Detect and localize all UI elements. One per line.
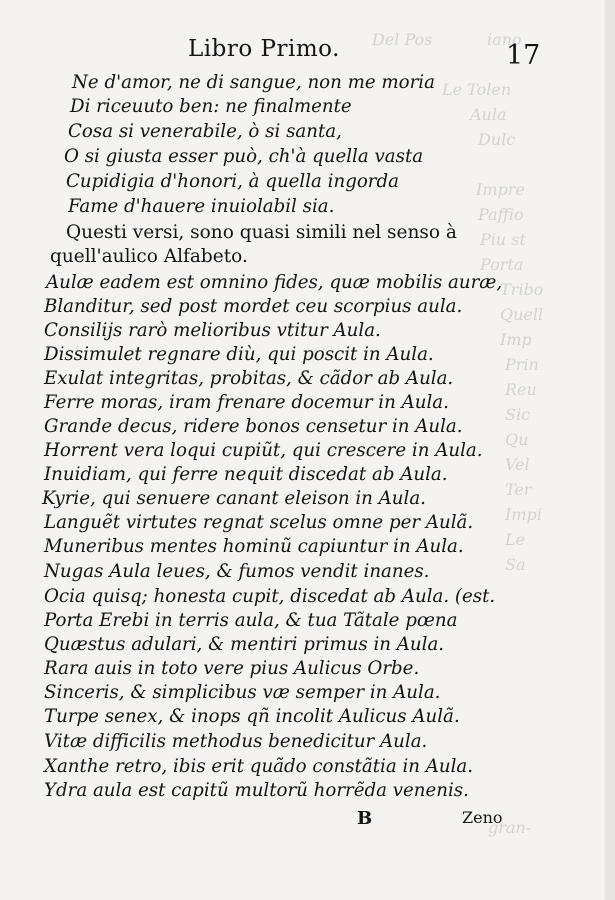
show-through-text: Del Pos bbox=[372, 30, 433, 49]
show-through-text: Vel bbox=[505, 455, 530, 474]
latin-verse-line: Blanditur, sed post mordet ceu scorpius aula. bbox=[44, 296, 463, 317]
latin-verse-line: Ocia quisq; honesta cupit, discedat ab Aula. (est. bbox=[44, 586, 496, 607]
show-through-text: Tribo bbox=[500, 280, 544, 299]
italian-verse-line: Fame d'hauere inuiolabil sia. bbox=[68, 196, 335, 217]
show-through-text: Prin bbox=[505, 355, 539, 374]
latin-verse-line: Porta Erebi in terris aula, & tua Tãtale pœna bbox=[44, 610, 458, 631]
show-through-text: Aula bbox=[470, 105, 507, 124]
show-through-text: Impre bbox=[476, 180, 525, 199]
prose-line: Questi versi, sono quasi simili nel senso à bbox=[66, 222, 457, 243]
latin-verse-line: Nugas Aula leues, & fumos vendit inanes. bbox=[44, 561, 430, 582]
show-through-text: gran- bbox=[488, 818, 532, 837]
latin-verse-line: Sinceris, & simplicibus væ semper in Aula. bbox=[44, 682, 441, 703]
italian-verse-line: Ne d'amor, ne di sangue, non me moria bbox=[72, 72, 435, 93]
show-through-text: Porta bbox=[480, 255, 524, 274]
latin-verse-line: Grande decus, ridere bonos censetur in Aula. bbox=[44, 416, 463, 437]
show-through-text: Le bbox=[505, 530, 526, 549]
show-through-text: Qu bbox=[505, 430, 529, 449]
latin-verse-line: Vitæ difficilis methodus benedicitur Aula. bbox=[44, 731, 428, 752]
italian-verse-line: Cosa si venerabile, ò si santa, bbox=[68, 121, 342, 142]
show-through-text: Sic bbox=[505, 405, 531, 424]
latin-verse-line: Rara auis in toto vere pius Aulicus Orbe. bbox=[44, 658, 420, 679]
latin-verse-line: Inuidiam, qui ferre nequit discedat ab Aula. bbox=[44, 464, 448, 485]
latin-verse-line: Horrent vera loqui cupiũt, qui crescere in Aula. bbox=[44, 440, 483, 461]
show-through-text: Impi bbox=[505, 505, 542, 524]
italian-verse-line: Di riceuuto ben: ne finalmente bbox=[70, 96, 352, 117]
latin-verse-line: Ferre moras, iram frenare docemur in Aula. bbox=[44, 392, 449, 413]
latin-verse-line: Xanthe retro, ibis erit quãdo constãtia in Aula. bbox=[44, 756, 474, 777]
latin-verse-line: Aulæ eadem est omnino fides, quæ mobilis auræ, bbox=[46, 272, 503, 293]
page-number: 17 bbox=[506, 40, 541, 71]
prose-line: quell'aulico Alfabeto. bbox=[50, 246, 248, 267]
show-through-text: Imp bbox=[500, 330, 532, 349]
latin-verse-line: Muneribus mentes hominũ capiuntur in Aula. bbox=[44, 536, 464, 557]
show-through-text: Reu bbox=[505, 380, 537, 399]
latin-verse-line: Turpe senex, & inops qñ incolit Aulicus Aulã. bbox=[44, 706, 460, 727]
running-title: Libro Primo. bbox=[188, 36, 340, 62]
show-through-text: Piu st bbox=[480, 230, 526, 249]
show-through-text: Quell bbox=[500, 305, 544, 324]
catchword: Zeno bbox=[462, 808, 503, 827]
italian-verse-line: Cupidigia d'honori, à quella ingorda bbox=[66, 171, 399, 192]
show-through-text: Ter bbox=[505, 480, 532, 499]
latin-verse-line: Exulat integritas, probitas, & cãdor ab Aula. bbox=[44, 368, 454, 389]
show-through-text: Le Tolen bbox=[442, 80, 512, 99]
latin-verse-line: Ydra aula est capitũ multorũ horrẽda venenis. bbox=[44, 780, 469, 801]
latin-verse-line: Consilijs rarò melioribus vtitur Aula. bbox=[44, 320, 381, 341]
show-through-text: Dulc bbox=[478, 130, 516, 149]
show-through-text: iano bbox=[487, 30, 522, 49]
italian-verse-line: O si giusta esser può, ch'à quella vasta bbox=[64, 146, 424, 167]
latin-verse-line: Quæstus adulari, & mentiri primus in Aula. bbox=[44, 634, 445, 655]
show-through-text: Paffio bbox=[478, 205, 524, 224]
latin-verse-line: Kyrie, qui senuere canant eleison in Aula. bbox=[42, 488, 426, 509]
signature-mark: B bbox=[357, 808, 373, 829]
show-through-text: Sa bbox=[505, 555, 526, 574]
page-edge bbox=[605, 0, 615, 900]
latin-verse-line: Languẽt virtutes regnat scelus omne per Aulã. bbox=[44, 512, 474, 533]
latin-verse-line: Dissimulet regnare diù, qui poscit in Aula. bbox=[44, 344, 434, 365]
